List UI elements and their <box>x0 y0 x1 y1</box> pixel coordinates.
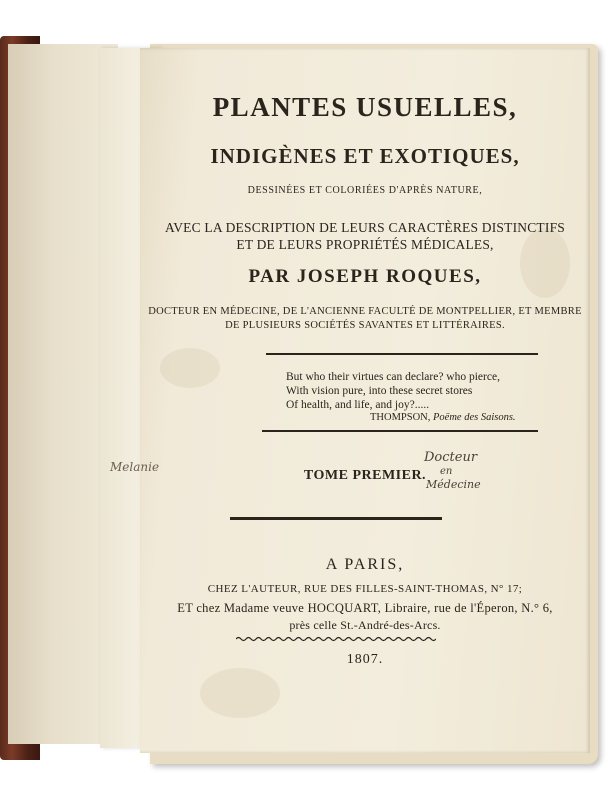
epigraph <box>286 370 536 412</box>
epigraph-line-2: With vision pure, into these secret stores <box>286 385 473 397</box>
publisher-line-3: près celle St.-André-des-Arcs. <box>289 618 441 632</box>
subtitle-line-3: ET DE LEURS PROPRIÉTÉS MÉDICALES, <box>236 237 494 252</box>
handwritten-note-3: Médecine <box>426 478 481 491</box>
epigraph-work: Poëme des Saisons. <box>433 412 516 423</box>
publisher-line-2: ET chez Madame veuve HOCQUART, Libraire, rue de l'Éperon, N.° 6, <box>177 601 553 615</box>
epigraph-bottom-rule <box>262 430 538 432</box>
publisher-line-1: CHEZ L'AUTEUR, RUE DES FILLES-SAINT-THOMAS, N° 17; <box>207 583 523 595</box>
epigraph-line-1: But who their virtues can declare? who pierce, <box>286 371 500 383</box>
credentials-line-1: DOCTEUR EN MÉDECINE, DE L'ANCIENNE FACULTÉ DE MONTPELLIER, ET MEMBRE <box>148 306 582 317</box>
thick-divider <box>230 517 442 520</box>
volume-label: TOME PREMIER. <box>303 468 427 483</box>
title-line-1: PLANTES USUELLES, <box>212 92 518 122</box>
epigraph-attribution <box>370 412 516 423</box>
wavy-ornament-rule <box>236 636 436 642</box>
publication-year: 1807. <box>346 652 384 667</box>
epigraph-author: THOMPSON, <box>370 412 431 423</box>
epigraph-line-3: Of health, and life, and joy?..... <box>286 399 430 411</box>
handwritten-note-2: en <box>440 466 453 477</box>
epigraph-top-rule <box>266 353 538 355</box>
handwritten-name: Melanie <box>110 460 160 474</box>
subtitle-line-2: AVEC LA DESCRIPTION DE LEURS CARACTÈRES DISTINCTIFS <box>165 220 565 235</box>
title-line-2: INDIGÈNES ET EXOTIQUES, <box>210 144 520 168</box>
author-line: PAR JOSEPH ROQUES, <box>248 266 482 287</box>
handwritten-note-1: Docteur <box>424 450 478 465</box>
credentials-line-2: DE PLUSIEURS SOCIÉTÉS SAVANTES ET LITTÉRAIRES. <box>225 320 505 331</box>
title-page <box>110 48 590 753</box>
subtitle-line-1: DESSINÉES ET COLORIÉES D'APRÈS NATURE, <box>247 185 483 196</box>
imprint-city: A PARIS, <box>325 556 405 573</box>
